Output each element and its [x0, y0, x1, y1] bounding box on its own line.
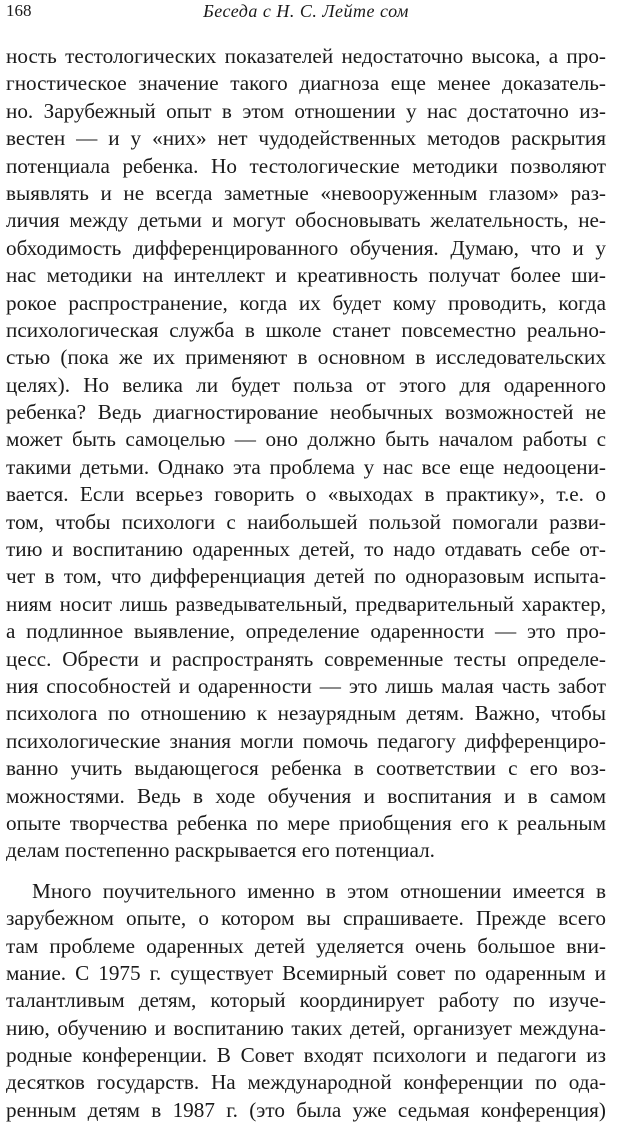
text-line: том, чтобы психологи с наибольшей пользой помогали разви- — [6, 509, 606, 534]
text-line: нию, обучению и воспитанию таких детей, организует междуна- — [6, 1015, 606, 1040]
text-line: Много поучительного именно в этом отношении имеется в — [32, 878, 606, 903]
text-line: целях). Но велика ли будет польза от этого для одаренного — [6, 372, 606, 397]
paragraph — [6, 878, 606, 1124]
text-line: рокое распространение, когда их будет кому проводить, когда — [6, 290, 606, 315]
text-line: ребенка? Ведь диагностирование необычных возможностей не — [6, 400, 606, 425]
text-line: стью (пока же их применяют в основном в исследовательских — [6, 345, 606, 370]
text-line: чет в том, что дифференциация детей по одноразовым испыта- — [6, 564, 606, 589]
text-line: родные конференции. В Совет входят психологи и педагоги из — [6, 1043, 606, 1068]
text-line: психологическая служба в школе станет повсеместно реально- — [6, 317, 606, 342]
text-line: опыте творчества ребенка по мере приобщения его к реальным — [6, 810, 606, 835]
text-line: там проблеме одаренных детей уделяется очень большое вни- — [6, 933, 606, 958]
text-line: десятков государств. На международной конференции по ода- — [6, 1070, 606, 1095]
text-line: психолога по отношению к незаурядным детям. Важно, чтобы — [6, 701, 606, 726]
text-line: ность тестологических показателей недостаточно высока, а про- — [6, 44, 606, 68]
text-line: ниям носит лишь разведывательный, предварительный характер, — [6, 591, 606, 616]
text-line: нас методики на интеллект и креативность получат более ши- — [6, 263, 606, 288]
page-header — [6, 0, 606, 30]
paragraph — [6, 43, 606, 865]
text-line: выявлять и не всегда заметные «невооруженным глазом» раз- — [6, 180, 606, 205]
text-line: вается. Если всерьез говорить о «выходах в практику», т.е. о — [6, 482, 606, 507]
page-number: 168 — [6, 1, 32, 20]
text-line: ния способностей и одаренности — это лишь малая часть забот — [6, 673, 606, 698]
text-line: можностями. Ведь в ходе обучения и воспитания и в самом — [6, 783, 606, 808]
text-line: делам постепенно раскрывается его потенциал. — [6, 838, 435, 863]
text-line: ванно учить выдающегося ребенка в соответствии с его воз- — [6, 756, 606, 781]
text-line: но. Зарубежный опыт в этом отношении у нас достаточно из- — [6, 98, 606, 123]
text-line: такими детьми. Однако эта проблема у нас все еще недооцени- — [6, 454, 606, 479]
running-head: Беседа с Н. С. Лейте сом — [203, 1, 409, 21]
text-line: потенциала ребенка. Но тестологические методики позволяют — [6, 153, 606, 178]
text-line: цесс. Обрести и распространять современные тесты определе- — [6, 646, 606, 671]
text-line: талантливым детям, который координирует работу по изуче- — [6, 988, 606, 1013]
body-text — [6, 43, 606, 1124]
text-line: вестен — и у «них» нет чудодейственных методов раскрытия — [6, 126, 606, 151]
paragraph-gap — [6, 865, 606, 878]
text-line: личия между детьми и могут обосновывать желательность, не- — [6, 208, 606, 233]
text-line: а подлинное выявление, определение одаренности — это про- — [6, 619, 606, 644]
text-line: мание. С 1975 г. существует Всемирный совет по одаренным и — [6, 960, 606, 985]
text-line: обходимость дифференцированного обучения. Думаю, что и у — [6, 235, 606, 260]
text-line: психологические знания могли помочь педагогу дифференциро- — [6, 728, 606, 753]
text-line: тию и воспитанию одаренных детей, то надо отдавать себе от- — [6, 537, 606, 562]
text-line: гностическое значение такого диагноза еще менее доказатель- — [6, 71, 606, 96]
text-line: может быть самоцелью — оно должно быть началом работы с — [6, 427, 606, 452]
text-line: зарубежном опыте, о котором вы спрашиваете. Прежде всего — [6, 906, 606, 931]
text-line: ренным детям в 1987 г. (это была уже седьмая конференция) — [6, 1097, 606, 1122]
